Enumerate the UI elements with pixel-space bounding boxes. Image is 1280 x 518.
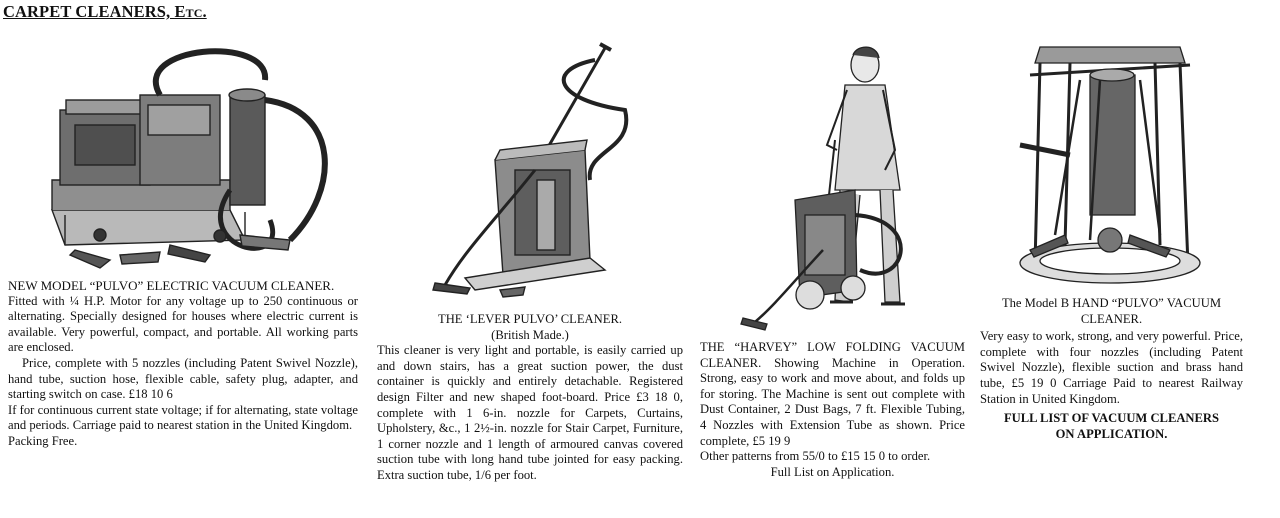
item-paragraph: If for continuous current state voltage; if for alternating, state voltage and periods. Carriage paid to nearest station in the United Kingdom.: [8, 402, 358, 433]
lever-vacuum-description: [377, 312, 683, 484]
item-heading: THE ‘LEVER PULVO’ CLEANER.: [438, 312, 622, 326]
item-paragraph: This cleaner is very light and portable, is easily carried up and down stairs, has a great suction power, the dust container is quickly and entirely detachable. Registered design Filter and new shaped foot-board. Price £3 18 0, complete with 1 6-in. nozzle for Carpets, Curtains, Upholstery, &c., 1 2½-in. nozzle for Stair Carpet, Furniture, 1 corner nozzle and 1 length of armoured canvas covered suction tube with long hand tube jointed for easy packing. Extra suction tube, 1/6 per foot.: [377, 343, 683, 482]
title-suffix: Etc.: [174, 2, 207, 21]
item-paragraph: Other patterns from 55/0 to £15 15 0 to order.: [700, 449, 931, 464]
electric-vacuum-description: [8, 278, 358, 450]
harvey-vacuum-engraving: [735, 40, 965, 335]
item-paragraph: THE “HARVEY” LOW FOLDING VACUUM CLEANER. Showing Machine in Operation. Strong, easy to work and move about, and folds up for storing. The Machine is sent out complete with Dust Container, 2 Dust Bags, 7 ft. Flexible Tubing, 4 Nozzles with Extension Tube as shown. Price complete, £5 19 9: [700, 340, 965, 448]
item-subheading: (British Made.): [491, 327, 569, 342]
item-paragraph: FULL LIST OF VACUUM CLEANERS ON APPLICATION.: [1003, 411, 1220, 441]
item-paragraph: Price, complete with 5 nozzles (including Patent Swivel Nozzle), hand tube, suction hose, flexible cable, safety plug, adapter, and starting switch on case. £18 10 6: [8, 355, 358, 402]
hand-pulvo-description: [980, 296, 1243, 442]
hand-pulvo-engraving: [1010, 35, 1210, 290]
item-paragraph: Full List on Application.: [770, 464, 895, 479]
harvey-vacuum-description: [700, 340, 965, 480]
item-heading: NEW MODEL “PULVO” ELECTRIC VACUUM CLEANER.: [8, 278, 335, 293]
item-paragraph: Packing Free.: [8, 433, 78, 448]
item-heading: The Model B HAND “PULVO” VACUUM CLEANER.: [1001, 296, 1222, 326]
item-paragraph: Very easy to work, strong, and very powerful. Price, complete with four nozzles (including Patent Swivel Nozzle), flexible suction and brass hand tube, £5 19 0 Carriage Paid to nearest Railway Station in United Kingdom.: [980, 329, 1243, 406]
lever-vacuum-engraving: [425, 40, 645, 305]
electric-vacuum-engraving: [40, 40, 340, 275]
page-title: [3, 2, 207, 22]
title-main: CARPET CLEANERS,: [3, 2, 175, 21]
item-paragraph: Fitted with ¼ H.P. Motor for any voltage up to 250 continuous or alternating. Specially designed for houses where electric current is available. Very powerful, compact, and portable. All working parts are enclosed.: [8, 293, 358, 355]
